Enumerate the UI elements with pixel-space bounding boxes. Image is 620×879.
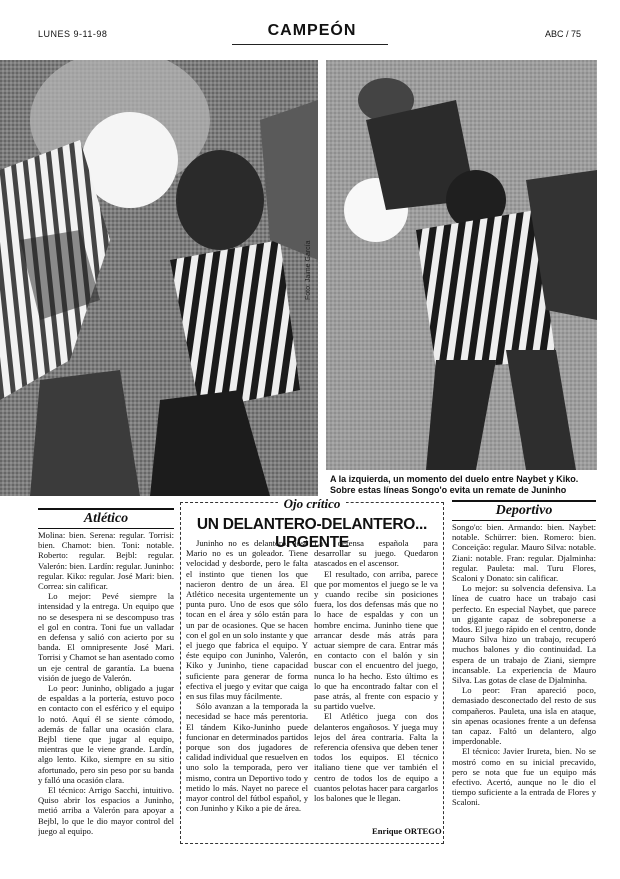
deportivo-paragraph: Lo mejor: su solvencia defensiva. La línea de cuatro hace un trabajo casi perfecto. En especial Naybet, que parece un gigante capaz de sobreponerse a todos. El juego rápido en el centro, donde Mauro Silva hizo un trabajo, recuperó muchos balones y dio continuidad. La espera de un trabajo de Ziani, siempre incansable. La experiencia de Mauro Silva. Las gotas de clase de Djalminha. [452,583,596,686]
page-date: LUNES 9-11-98 [38,29,108,39]
deportivo-paragraph: Lo peor: Fran apareció poco, demasiado desconectado del resto de sus compañeros. Pauleta, una isla en ataque, sin apenas ocasiones frente a un defensa tan capaz. Faltó un delantero, algo imperdonable. [452,685,596,747]
opinion-column-2 [314,538,438,824]
opinion-paragraph: El resultado, con arriba, parece que por momentos el juego se le va y cuando recibe sin posiciones fuera, los dos defensas más que no lo hace de espaldas y con un hombre encima. Juninho tiene que arrancar desde más atrás para actuar siempre de cara. Entrar más en contacto con el balón y sin buscar con el encuentro del juego, nunca lo ha hecho. Esto último es lo que ha encontrado faltar con el pase atrás, al frente con espacio y su partido vuelve. [314,568,438,712]
football-players-photo-left [0,60,318,496]
deportivo-paragraph: El técnico: Javier Irureta, bien. No se mostró como en su inicial precavido, pero se nota que fue un equipo más efectivo. Acertó, aunque no le dio el tiempo suficiente a la entrada de Flores y Scaloni. [452,746,596,808]
deportivo-paragraph: Songo'o: bien. Armando: bien. Naybet: notable. Schürrer: bien. Romero: bien. Conceição: regular. Mauro Silva: notable. Ziani: notable. Fran: regular. Djalminha: regular. Pauleta: mal. Turu Flores, Scaloni y Donato: sin calificar. [452,522,596,584]
section-title: CAMPEÓN [267,22,357,39]
page-number: ABC / 75 [545,29,582,39]
atletico-paragraph: Lo peor: Juninho, obligado a jugar de espaldas a la portería, estuvo poco en contacto con el esférico y el equipo lo notó. Aquí él se siente cómodo, además de fallar una ocasión clara. Bejbl tiene que jugar al equipo, mientras que le viene grande. Lardín, algo lento. Kiko, siempre en su sitio afortunado, pero sin peso por su banda y falló una ocasión clara. [38,683,174,785]
deportivo-ratings-text [452,522,596,848]
photo-credit: Foto: Jaime García [305,240,312,300]
opinion-paragraph: Sólo avanzan a la temporada la necesidad se hace más perentoria. El tándem Kiko-Juninho puede funcionar en determinados partidos porque son dos jugadores de calidad individual que resuelven en uno solo la temporada, pero ver mismo, contra un Deportivo todo y metido lo más. Nayet no parece el mayor control del fútbol español, y con Juninho y Kiko a pie de área. [186,701,308,814]
photo-left [0,60,318,496]
opinion-headline: UN DELANTERO-DELANTERO... URGENTE [196,516,428,551]
atletico-paragraph: Lo mejor: Pevé siempre la intensidad y la entrega. Un equipo que no se desespera ni se descompuso tras el gol en contra. Toni fue un valladar en defensa y salió con acierto por su banda. El omnipresente José Mari. Torrisi y Chamot se han asentado como un eje central de garantía. La buena visión de juego de Valerón. [38,591,174,683]
atletico-paragraph: Molina: bien. Serena: regular. Torrisi: bien. Chamot: bien. Toni: notable. Roberto: regular. Bejbl: regular. Valerón: bien. Lardín: regular. Juninho: regular. Kiko: regular. José Mari: bien. Correa: sin calificar. [38,530,174,592]
opinion-kicker-text: Ojo crítico [278,496,347,511]
opinion-paragraph: El Atlético juega con dos delanteros engañosos. Y juega muy lejos del área contraria. Falta la referencia ofensiva que deben tener todos los equipos. El técnico italiano tiene que ver también el centro de todos los de equipo a cuantos pelotas hacer para cargarlos los balones que le llegan. [314,711,438,804]
opinion-column-1 [186,538,308,828]
atletico-title: Atlético [38,508,174,529]
photo-caption [330,474,600,496]
opinion-signature: Enrique ORTEGO [372,826,442,836]
atletico-ratings-text [38,530,174,850]
opinion-kicker [180,496,444,512]
caption-line-2: Sobre estas líneas Songo'o evita un remate de Juninho [330,485,567,495]
caption-line-1: A la izquierda, un momento del duelo entre Naybet y Kiko. [330,474,579,484]
opinion-paragraph: La defensa española para desarrollar su juego. Quedaron atascados en el ascensor. [314,538,438,569]
deportivo-title: Deportivo [452,500,596,521]
opinion-paragraph: Juninho no es delantero. José Mario no es un goleador. Tiene velocidad y desborde, pero le falta el instinto que tienen los que nacieron dentro de un área. El Atlético necesita urgentemente un punta puro. Uno de esos que sólo tocan en el área y sólo están para un par de ocasiones. Que se hacen con el gol en un solo instante y que el juego que fabrica el equipo. Y éste equipo con Juninho, Valerón, Kiko y Juninho, tiene capacidad suficiente para generar de forma efectiva el juego y evitar que caiga en sus filas muy fácilmente. [186,538,308,702]
atletico-paragraph: El técnico: Arrigo Sacchi, intuitivo. Quiso abrir los espacios a Juninho, metió arriba a Valerón para apoyar a Bejbl, lo que le dio mayor control del juego al equipo. [38,785,174,836]
header-rule [232,44,388,45]
football-players-photo-right [326,60,597,470]
photo-right [326,60,597,470]
